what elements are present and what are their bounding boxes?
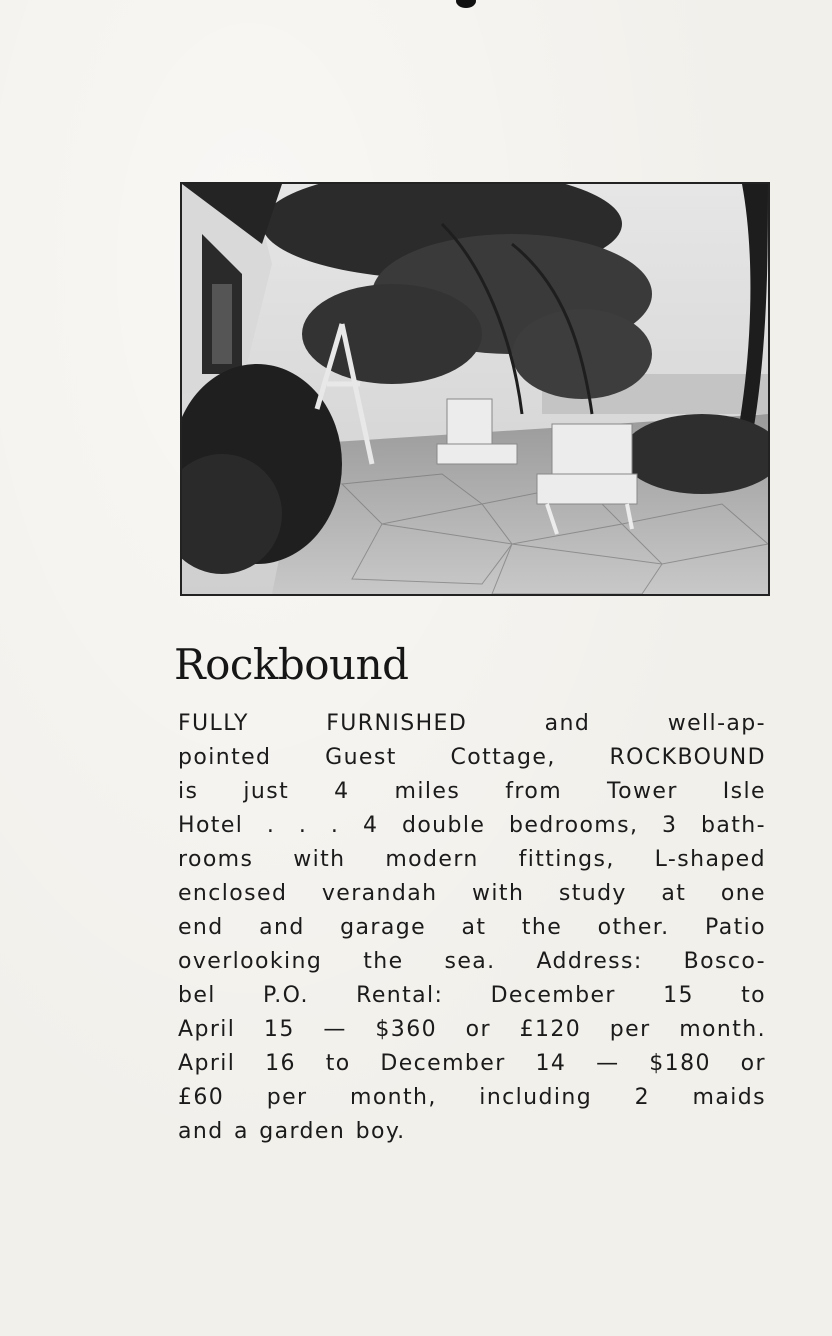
description-line: £60 per month, including 2 maids	[178, 1085, 766, 1110]
listing-title: Rockbound	[174, 640, 409, 689]
cottage-photo-illustration	[182, 184, 768, 594]
description-line: April 15 — $360 or £120 per month.	[178, 1017, 766, 1042]
description-line: is just 4 miles from Tower Isle	[178, 779, 766, 804]
description-line: overlooking the sea. Address: Bosco-	[178, 949, 766, 974]
description-line: April 16 to December 14 — $180 or	[178, 1051, 766, 1076]
description-line: rooms with modern fittings, L-shaped	[178, 847, 766, 872]
description-line: Hotel . . . 4 double bedrooms, 3 bath-	[178, 813, 766, 838]
cottage-photo	[180, 182, 770, 596]
description-line: end and garage at the other. Patio	[178, 915, 766, 940]
punch-hole	[456, 0, 476, 8]
description-line: pointed Guest Cottage, ROCKBOUND	[178, 745, 766, 770]
description-line: FULLY FURNISHED and well-ap-	[178, 711, 766, 736]
description-line: bel P.O. Rental: December 15 to	[178, 983, 766, 1008]
listing-description	[178, 707, 766, 1149]
description-line: and a garden boy.	[178, 1119, 406, 1144]
description-line: enclosed verandah with study at one	[178, 881, 766, 906]
